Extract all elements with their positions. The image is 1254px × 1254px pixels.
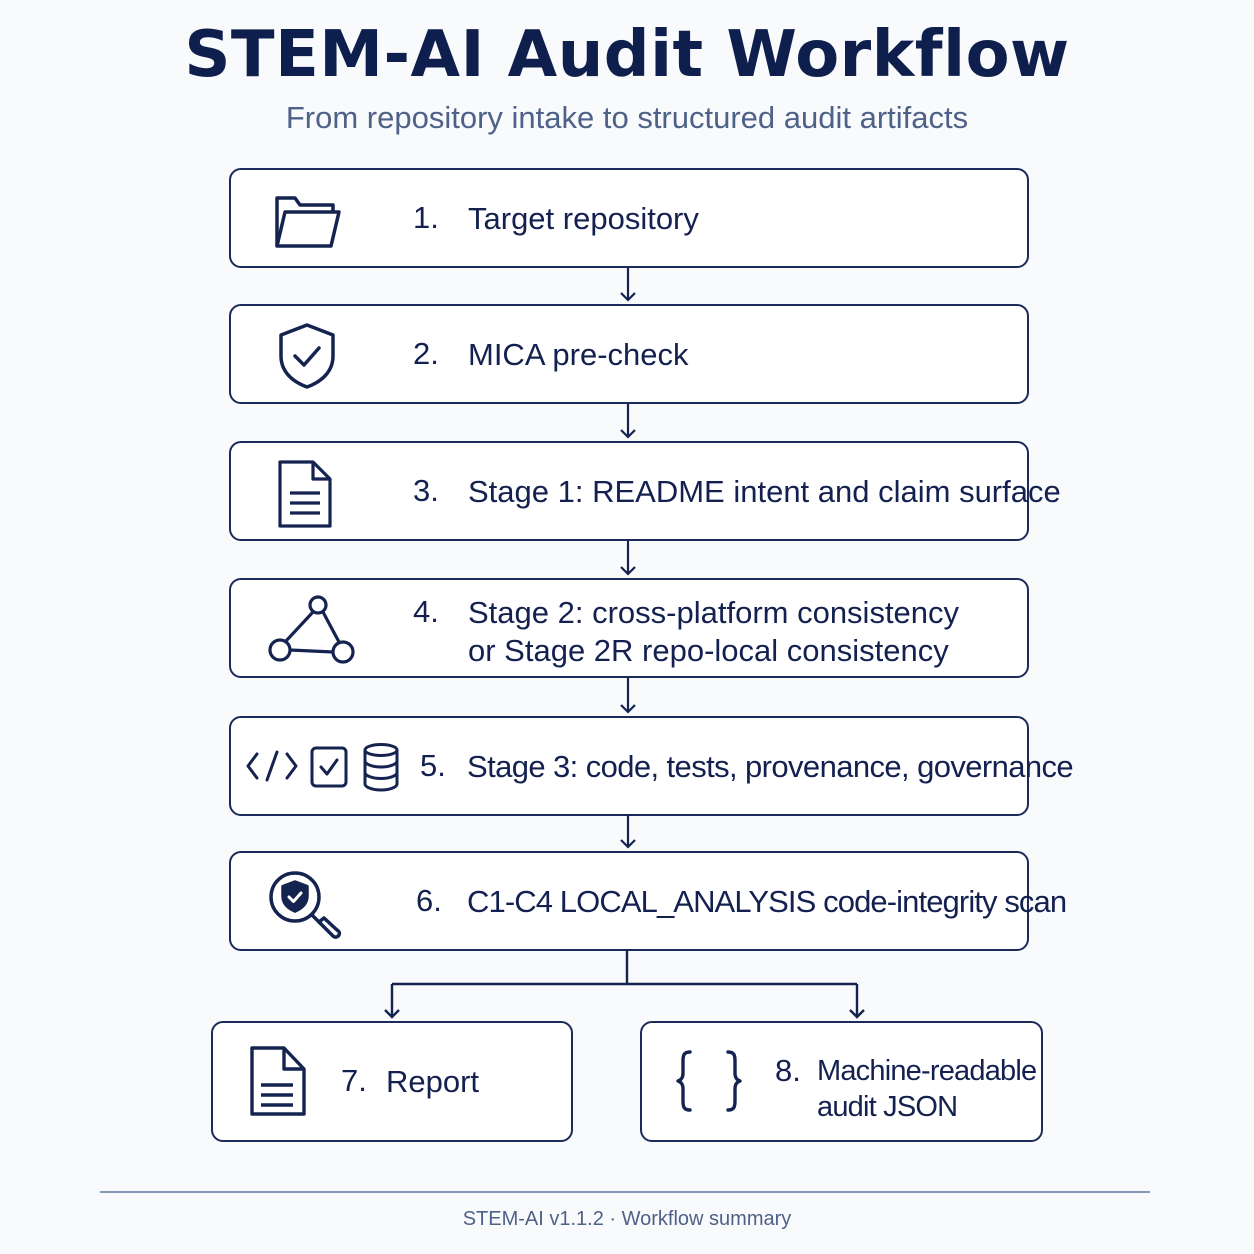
network-triangle-icon [267,594,359,666]
step-label: Target repository [468,201,699,236]
output-label-line-1: Machine-readable [817,1055,1037,1087]
page-title: STEM-AI Audit Workflow [184,18,1070,92]
database-icon [361,742,401,792]
step-1-target-repository [229,168,1029,268]
step-label: Stage 3: code, tests, provenance, governance [467,749,1074,784]
footer-caption: STEM-AI v1.1.2 · Workflow summary [462,1208,792,1230]
arrow-down-icon [618,541,638,578]
step-number: 6. [416,883,442,918]
output-number: 7. [341,1063,367,1098]
output-number: 8. [775,1053,801,1088]
arrow-down-icon [618,678,638,716]
footer-divider [100,1191,1150,1193]
step-number: 1. [413,200,439,235]
step-5-code-tests [229,716,1074,816]
output-label-line-2: audit JSON [817,1091,958,1123]
magnifier-shield-icon [267,869,343,941]
document-icon [277,459,333,529]
step-3-readme-intent [229,441,1061,541]
code-icon [245,748,299,784]
checkbox-icon [309,745,349,789]
step-label: MICA pre-check [468,337,689,372]
braces-icon [676,1049,742,1113]
step-4-consistency [229,578,1029,678]
folder-icon [273,194,343,250]
output-label: Report [386,1064,480,1099]
output-8-audit-json [640,1021,1043,1142]
step-label: Stage 1: README intent and claim surface [468,474,1061,509]
document-icon [249,1045,307,1117]
page-subtitle: From repository intake to structured audit artifacts [285,100,969,135]
step-label: C1-C4 LOCAL_ANALYSIS code-integrity scan [467,884,1067,919]
step-number: 2. [413,336,439,371]
arrow-down-icon [618,268,638,304]
step-6-code-integrity-scan [229,851,1067,951]
branch-connector-arrows [380,949,870,1021]
step-label-line-1: Stage 2: cross-platform consistency [468,595,960,630]
output-7-report [211,1021,573,1142]
step-number: 3. [413,473,439,508]
arrow-down-icon [618,815,638,851]
step-number: 4. [413,594,439,629]
step-2-mica-pre-check [229,304,1029,404]
shield-check-icon [277,322,337,390]
step-label-line-2: or Stage 2R repo-local consistency [468,633,949,668]
step-number: 5. [420,748,446,783]
arrow-down-icon [618,404,638,441]
